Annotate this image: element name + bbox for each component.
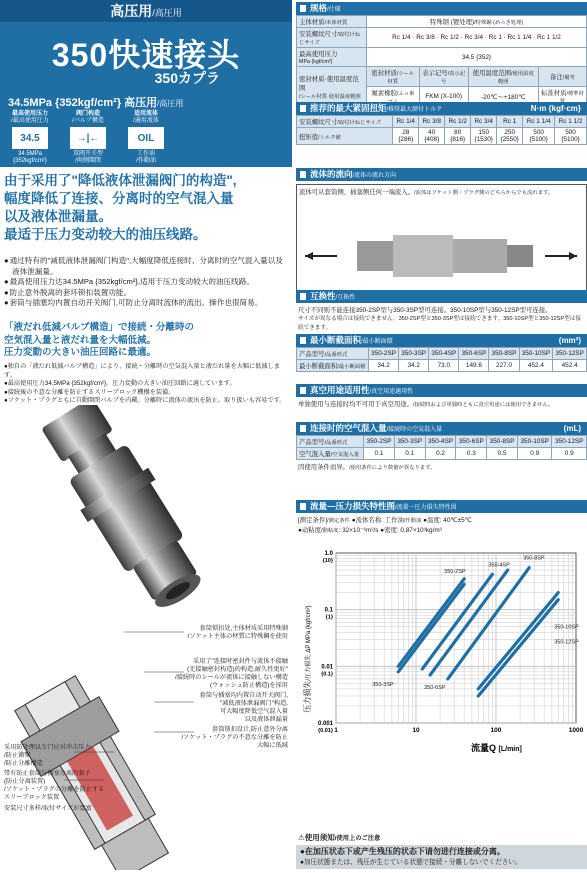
y-tick-sublabel: {1} bbox=[325, 614, 333, 621]
air-mix-table: 产品型号/品番形式 350-2SP 350-3SP 350-4SP 350-6SP 350-8SP 350-10SP 350-12SP 空气混入量/空気混入量 0.1 0.1 0.2 0.3 0.5 0.9 0.9 bbox=[296, 435, 587, 460]
min-area-table: 产品型号/品番形式 350-2SP 350-3SP 350-4SP 350-6SP 350-8SP 350-10SP 350-12SP 最小断截面积/最小断面積 34.2 34.2 73.0 149.6 227.0 452.4 452.4 bbox=[296, 347, 587, 372]
bullet: ● 最高使用圧力34.5MPa {352kgf/cm²}。圧力変動の大きい油圧回路に適しています。 bbox=[4, 380, 290, 389]
x-tick-label: 1000 bbox=[568, 727, 584, 734]
y-axis-label: 压力损失/圧力損失 ΔP MPa {kgf/cm²} bbox=[303, 605, 312, 713]
callout-seal: 采用了"连接时密封件与流体不接触 (无接触密封构造)的构造,耐久性更好" /接続時のシールが流体に接触しない構造 (ウォッシュ防止構造)を採用 bbox=[175, 658, 288, 689]
high-pressure-tag: 高压用/高圧用 bbox=[0, 0, 292, 22]
valve-structure-badge: 阀门构造 /バルブ構造 →|← 双阀开关型 /両側開閉 bbox=[66, 111, 110, 165]
flow-direction-header: 流体的流向/流体の流れ方向 bbox=[296, 168, 587, 181]
pressure-rating: 34.5MPa {352kgf/cm²} 高压用/高圧用 bbox=[8, 97, 184, 109]
min-area-section bbox=[296, 334, 587, 372]
x-tick-label: 1 bbox=[334, 727, 338, 734]
y-tick-sublabel: {10} bbox=[322, 558, 333, 564]
bullet: ● 最高使用压力达34.5MPa {352kgf/cm²},适用于压力变动较大的油压线路。 bbox=[4, 277, 290, 288]
flow-direction-section bbox=[296, 168, 587, 294]
series-label: 350-3SP bbox=[372, 681, 394, 688]
hero-banner bbox=[0, 0, 292, 167]
jp-feature-bullets bbox=[4, 363, 290, 406]
callout-sleeve-lock: 套筒锁扣设计,防止意外分离 /ソケット・プラグの不意な分離を防止 大幅に低減 bbox=[181, 726, 288, 749]
bullet: ● 防止意外脱离的套环锁扣装置功能。 bbox=[4, 288, 290, 299]
right-column bbox=[296, 0, 587, 873]
pressure-icon: 34.5 bbox=[12, 127, 48, 149]
flow-chart-section bbox=[296, 500, 587, 790]
bullet: ● 通过特有的"减低液体泄漏阀门构造",大幅度降低连接时、分离时的空气混入量以及液体泄漏量。 bbox=[4, 256, 290, 277]
bullet: ● ソケット・プラグともに自動開閉バルブを内蔵。分離時に流体の流出を防止。取り扱いも容易です。 bbox=[4, 397, 290, 406]
caution-header: ⚠使用须知/使用上のご注意 bbox=[298, 833, 381, 842]
double-valve-icon: →|← bbox=[70, 127, 106, 149]
fluid-badge: 适用流体 /適用流体 OIL 工作油 /作動油 bbox=[124, 111, 168, 165]
x-axis-label: 流量Q [L/min] bbox=[471, 743, 522, 753]
flow-pressure-chart bbox=[296, 539, 587, 777]
interchange-section: 互换性/互換性 尺寸不同则不能连接350-2SP型与350-3SP型可连接。350-10SP型与350-12SP型可连接。 サイズが異なる場合は接続できません。350-2SP型と350-3SP型は接続できます。350-10SP型と350-12SP型は接続できます。 bbox=[296, 290, 587, 336]
air-mix-section: 连接时的空气混入量/接続時の空気混入量 (mL) 产品型号/品番形式 350-2SP 350-3SP 350-4SP 350-6SP 350-8SP 350-10SP 350-12SP 空气混入量/空気混入量 0.1 0.1 0.2 0.3 0.5 0.9 0.9 因使用条件而异。/使用条件により数値が異なります。 bbox=[296, 422, 587, 476]
callout-lock-device: 带有防止套筒与插塞分离的套子 (防止分离装置) /ソケット・プラグの分離を防止する スリーブロック装置 bbox=[4, 770, 105, 801]
vacuum-header: 真空用途适用性/真空用途適用性 bbox=[296, 384, 587, 397]
torque-table: 安装螺纹尺寸/取付けねじサイズ Rc 1/4 Rc 3/8 Rc 1/2 Rc 3/4 Rc 1 Rc 1 1/4 Rc 1 1/2 扭矩值/トルク値 28 {286} 40 {408} 80 {816} 150 {1530} 250 {2550} 500 {5100} 500 {5100} bbox=[296, 115, 587, 145]
interchange-header: 互换性/互換性 bbox=[296, 290, 587, 303]
spec-table: 主体材质/本体材質 特殊钢 (镀处理)/特殊鋼 (めっき処理) 安装螺纹尺寸/取付けねじサイズ Rc 1/4 · Rc 3/8 · Rc 1/2 · Rc 3/4 · Rc 1 · Rc 1 1/4 · Rc 1 1/2 最高使用压力 MPa {kgf/cm²} 34.5 {352} 密封材质·使用温度范围 /シール材質·使用温度範囲 密封材质/シール材質 表示记号/表示記号 使用温度范围/使用温度範囲 备注/備考 氟素橡胶/ふっ素 FKM (X-100) -20℃～+180℃ 标准材质/標準材 bbox=[296, 15, 587, 107]
torque-header: 推荐的最大紧固扭矩/推奨最大締付トルク N·m {kgf·cm} bbox=[296, 102, 587, 115]
y-tick-label: 1.0 bbox=[324, 551, 333, 557]
product-title: 350快速接头 bbox=[51, 37, 241, 73]
vacuum-section: 真空用途适用性/真空用途適用性 单独使用与连接时均不可用于真空用途。/接続時および単独時ともに真空用途には使用できません。 bbox=[296, 384, 587, 413]
y-tick-sublabel: {0.1} bbox=[321, 671, 333, 678]
product-subtitle: 350カプラ bbox=[154, 70, 220, 86]
jp-lead-text: 「液だれ低減バルブ構造」で接続・分離時の 空気混入量と液だれ量を大幅低減。 圧力変動の大きい油圧回路に最適。 bbox=[4, 322, 195, 358]
y-tick-label: 0.001 bbox=[317, 721, 333, 727]
x-tick-label: 100 bbox=[490, 727, 502, 734]
caution-section bbox=[296, 832, 587, 869]
callout-body-material: 套筒锁扣处,主体材质采用特殊钢 /ソケット主体の材質に特殊鋼を使用 bbox=[187, 625, 288, 640]
y-tick-sublabel: {0.01} bbox=[318, 728, 333, 734]
series-label: 350-6SP bbox=[424, 685, 446, 692]
cutaway-diagram bbox=[4, 620, 292, 870]
bullet: ● 接続後の不意な分離を防止するスリーブロック機構を装備。 bbox=[4, 389, 290, 398]
spec-header: 规格/仕様 bbox=[296, 2, 587, 15]
product-photo bbox=[28, 405, 228, 617]
max-pressure-badge: 最高使用压力 /最高使用圧力 34.5 34.5MPa {352kgf/cm²} bbox=[11, 111, 49, 164]
lead-text: 由于采用了"降低液体泄漏阀门的构造", 幅度降低了连接、分离时的空气混入量 以及液体泄漏量。 最适于压力变动较大的油压线路。 bbox=[4, 173, 237, 242]
series-label: 350-12SP bbox=[554, 639, 579, 646]
caution-box: ●在加压状态下或产生残压的状态下请勿进行连接或分离。 ●加圧状態または、残圧が生じている状態で接続・分離しないでください。 bbox=[296, 845, 587, 869]
callout-mount-sizes: 安装尺寸多样/取付サイズが豊富 bbox=[4, 805, 92, 812]
callout-valve: 套筒与插塞均内置自动开关阀门, "减低液体泄漏阀门"构造, 可大幅度降低空气混入量 以及液体泄漏量 bbox=[199, 692, 288, 723]
y-tick-label: 0.01 bbox=[321, 664, 333, 671]
series-label: 350-4SP bbox=[488, 562, 510, 569]
x-tick-label: 10 bbox=[412, 727, 420, 734]
torque-section bbox=[296, 102, 587, 145]
spec-section bbox=[296, 2, 587, 107]
series-label: 350-2SP bbox=[444, 568, 466, 575]
series-label: 350-8SP bbox=[523, 555, 545, 562]
test-conditions: [测定条件]/測定条件 ●流体名称: 工作油/作動油 ●温度: 40℃±5℃ ●动粘度/動粘度: 32×10⁻⁶m²/s ●密度: 0.87×10³kg/m³ bbox=[298, 517, 472, 534]
bullet: ● 独自の「液だれ低減バルブ構造」により、接続・分離時の空気混入量と液だれ量を大幅に低減します。 bbox=[4, 363, 290, 380]
spec-badges bbox=[8, 111, 168, 165]
callout-shock: 采用防处理以专门应对冲击压力 /防止衝撃 /防止分離構造 bbox=[4, 744, 91, 767]
flow-direction-panel: 流体可从套筒侧、插塞侧任何一端流入。/流体はソケット側・プラグ側のどちらからでも流れます。 bbox=[296, 184, 587, 294]
oil-icon: OIL bbox=[128, 127, 164, 149]
feature-bullets bbox=[4, 256, 290, 309]
y-tick-label: 0.1 bbox=[324, 607, 333, 614]
air-mix-header: 连接时的空气混入量/接続時の空気混入量 (mL) bbox=[296, 422, 587, 435]
flow-chart-header: 流量—压力损失特性图/流量一圧力損失特性図 bbox=[296, 500, 587, 513]
series-label: 350-10SP bbox=[554, 624, 579, 631]
bullet: ● 套筒与插塞均内置自动开关阀门,可防止分离时流体的流出。操作也很简易。 bbox=[4, 298, 290, 309]
left-column bbox=[0, 0, 292, 873]
coupler-illustration bbox=[297, 201, 586, 287]
min-area-header: 最小断截面积/最小断面積 (mm²) bbox=[296, 334, 587, 347]
